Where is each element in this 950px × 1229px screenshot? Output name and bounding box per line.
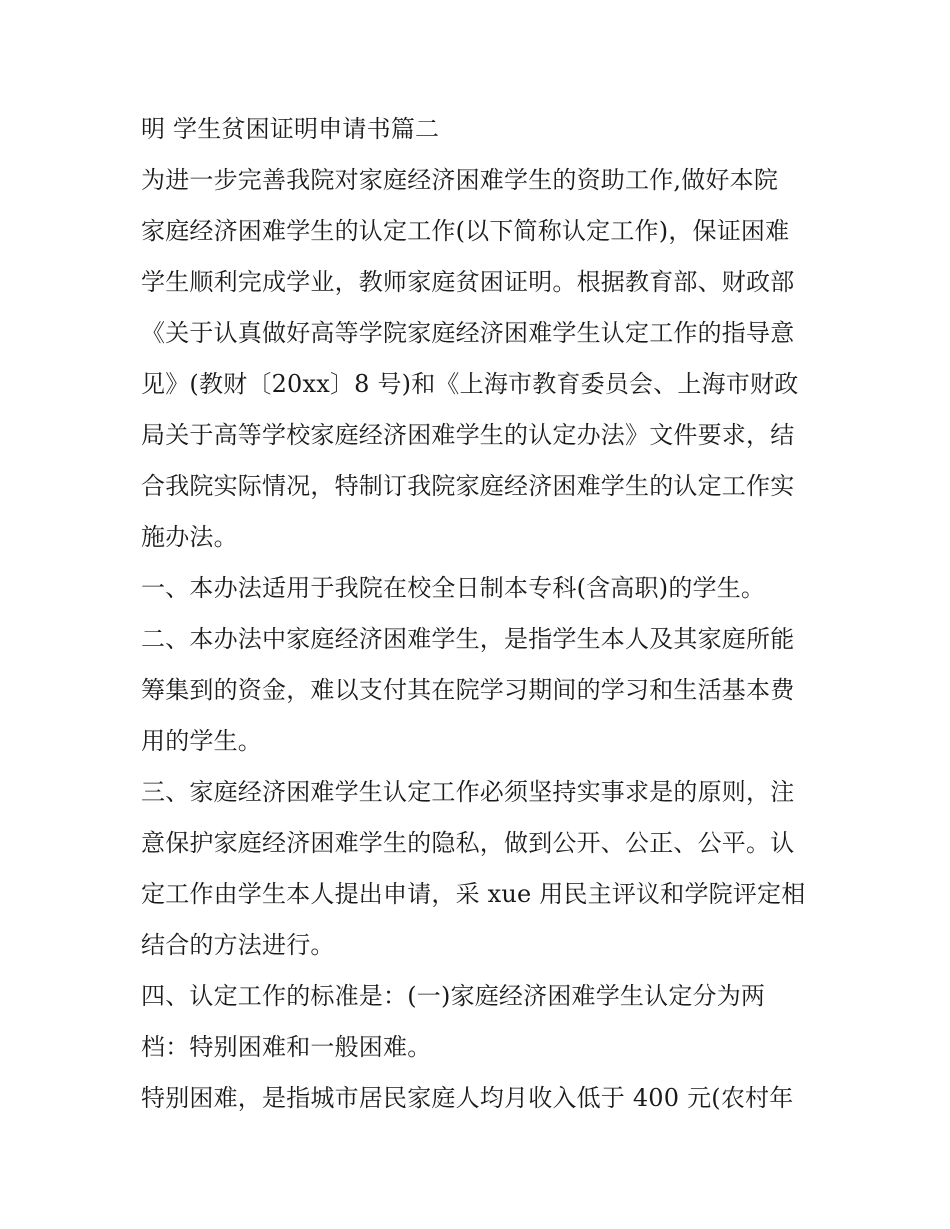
section-line: 一、本办法适用于我院在校全日制本专科(含高职)的学生。: [141, 574, 766, 602]
paragraph-line: 见》(教财〔20xx〕8 号)和《上海市教育委员会、上海市财政: [141, 370, 799, 398]
section-line: 二、本办法中家庭经济困难学生，是指学生本人及其家庭所能: [141, 625, 795, 653]
paragraph-line: 为进一步完善我院对家庭经济困难学生的资助工作,做好本院: [141, 166, 779, 194]
paragraph-line: 合我院实际情况，特制订我院家庭经济困难学生的认定工作实: [141, 472, 795, 500]
paragraph-line: 意保护家庭经济困难学生的隐私，做到公开、公正、公平。认: [141, 829, 795, 857]
paragraph-line: 档：特别困难和一般困难。: [141, 1033, 432, 1061]
paragraph-line: 施办法。: [141, 523, 238, 551]
document-heading: 明 学生贫困证明申请书篇二: [141, 115, 440, 143]
paragraph-line: 特别困难，是指城市居民家庭人均月收入低于 400 元(农村年: [141, 1084, 794, 1112]
paragraph-line: 《关于认真做好高等学院家庭经济困难学生认定工作的指导意: [141, 319, 795, 347]
paragraph-line: 局关于高等学校家庭经济困难学生的认定办法》文件要求，结: [141, 421, 795, 449]
section-line: 四、认定工作的标准是：(一)家庭经济困难学生认定分为两: [141, 982, 766, 1010]
paragraph-line: 筹集到的资金，难以支付其在院学习期间的学习和生活基本费: [141, 676, 795, 704]
paragraph-line: 结合的方法进行。: [141, 931, 335, 959]
paragraph-line: 用的学生。: [141, 727, 262, 755]
paragraph-line: 学生顺利完成学业，教师家庭贫困证明。根据教育部、财政部: [141, 268, 795, 296]
paragraph-line: 定工作由学生本人提出申请，采 xue 用民主评议和学院评定相: [141, 880, 806, 908]
section-line: 三、家庭经济困难学生认定工作必须坚持实事求是的原则，注: [141, 778, 795, 806]
paragraph-line: 家庭经济困难学生的认定工作(以下简称认定工作)，保证困难: [141, 217, 790, 245]
